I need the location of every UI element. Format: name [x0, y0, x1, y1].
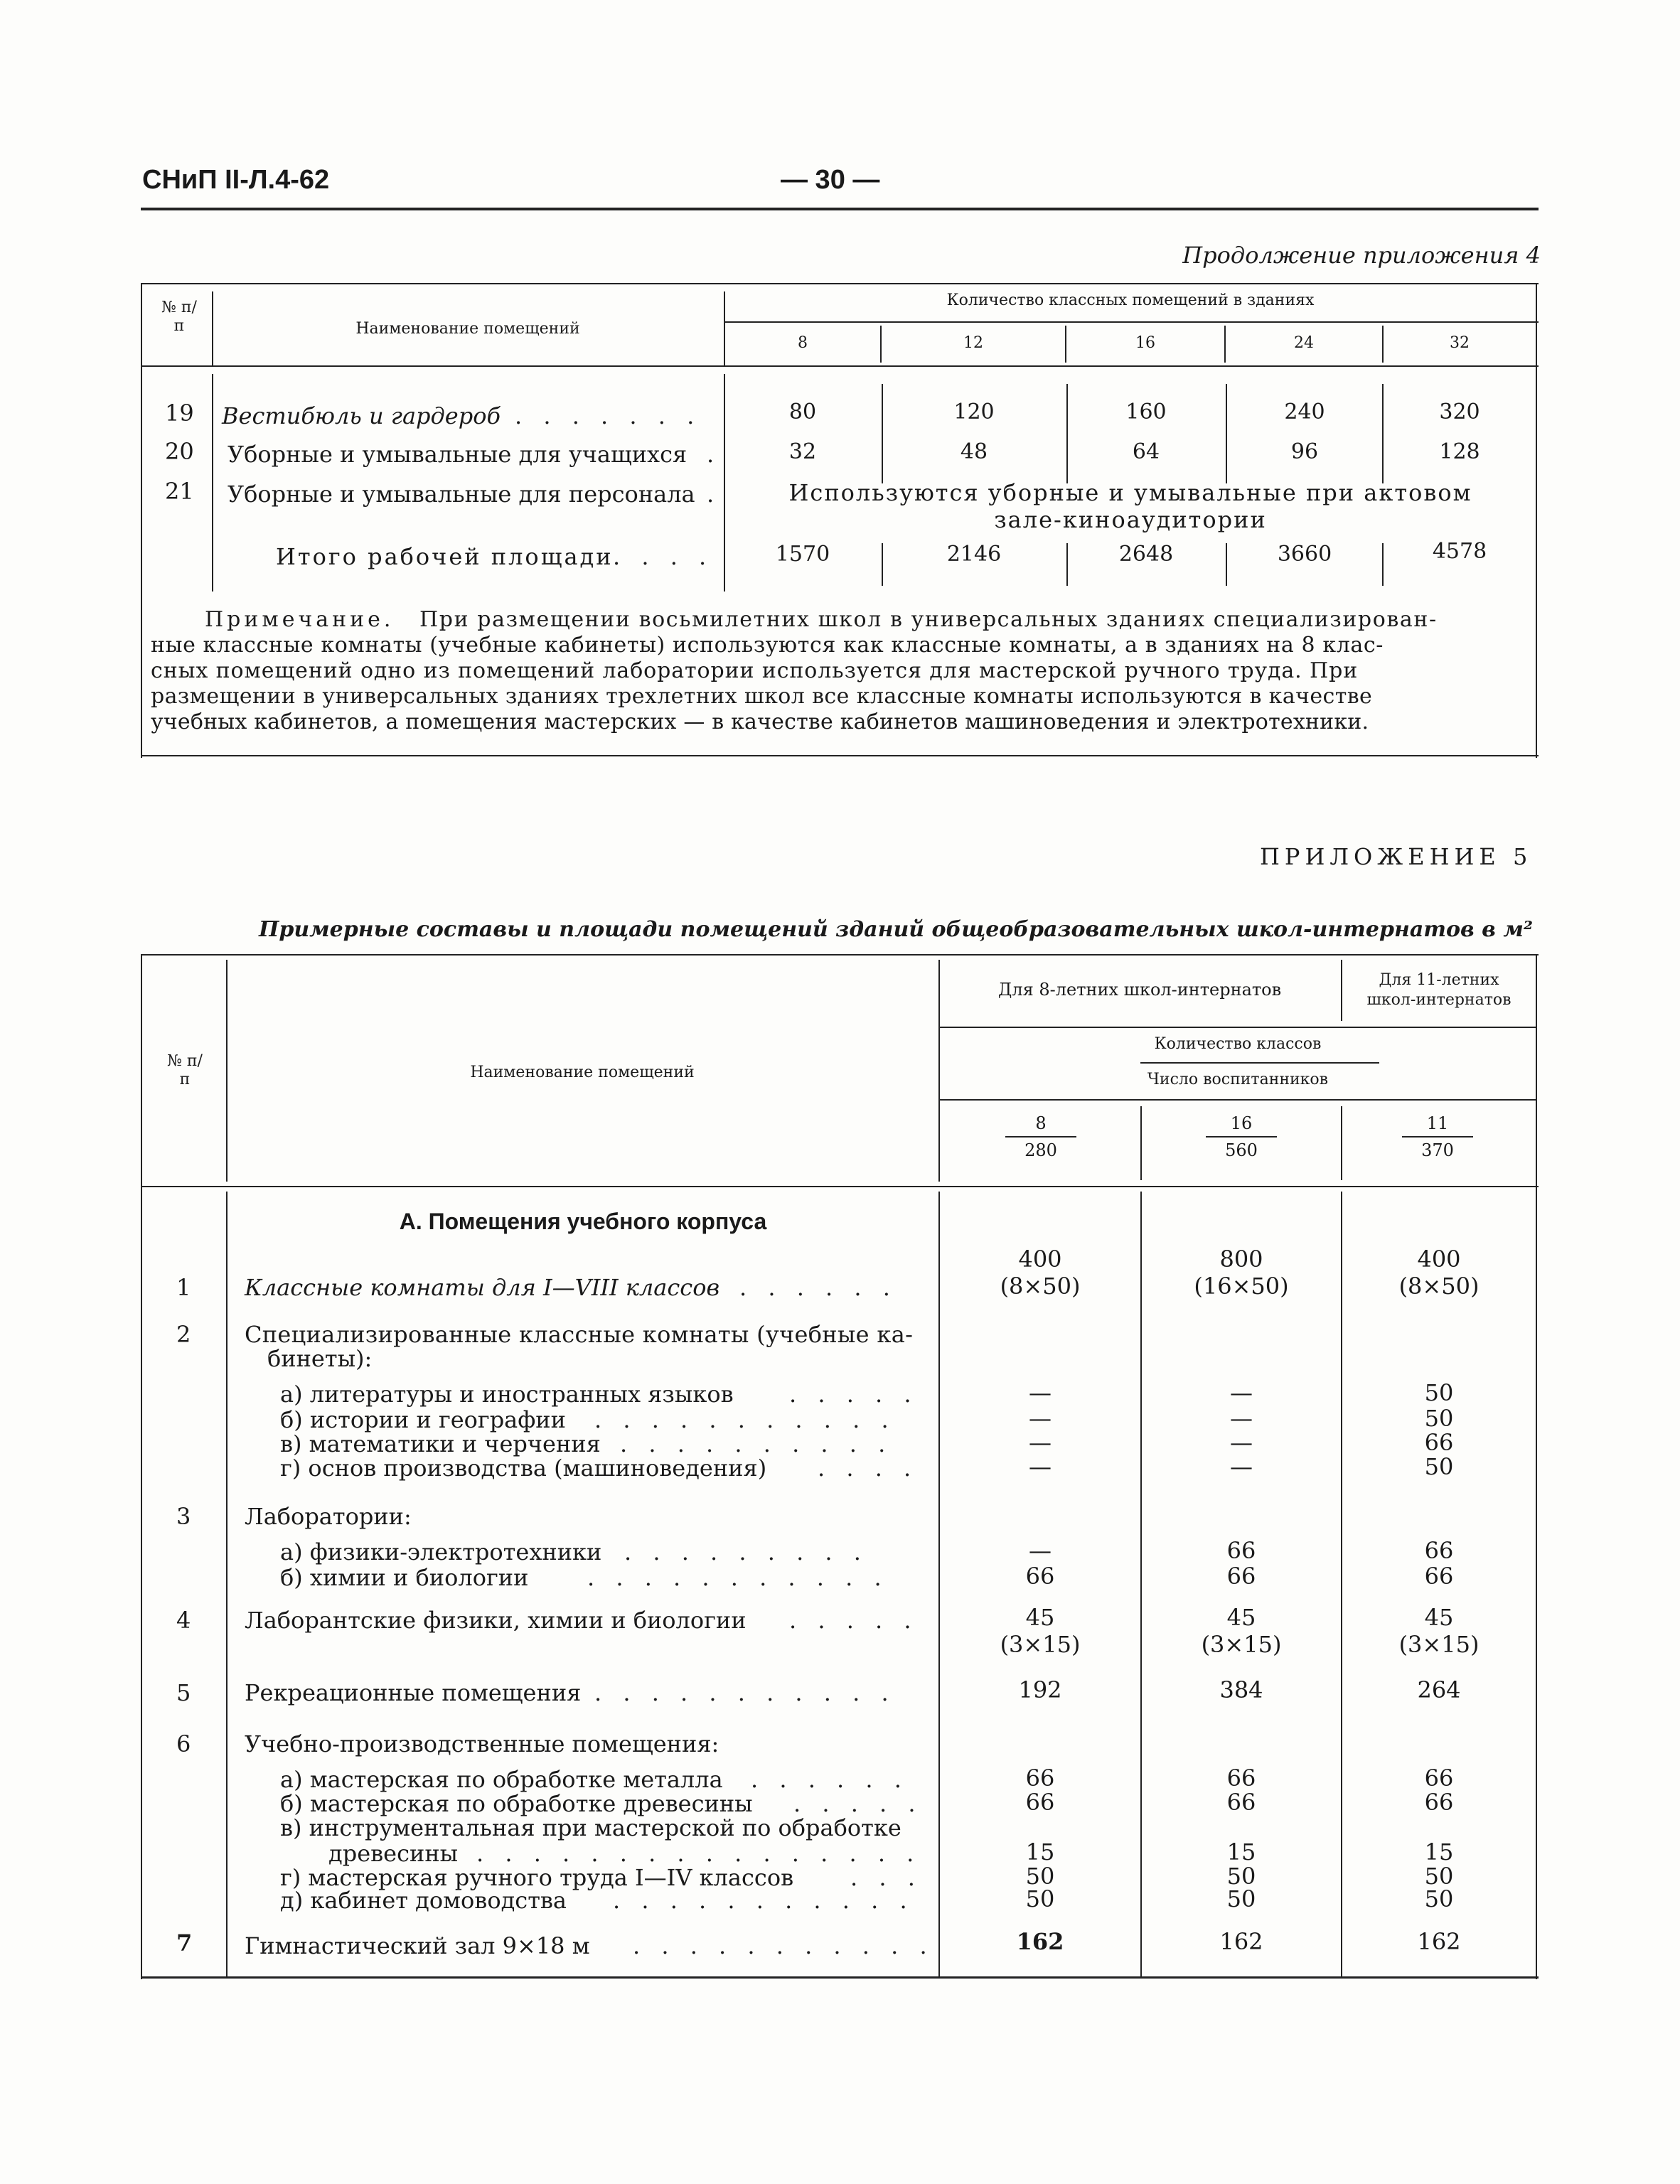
- cell-value: 50: [1025, 1885, 1055, 1912]
- cell-value: 264: [1417, 1676, 1461, 1703]
- col-header-32: 32: [1450, 334, 1470, 352]
- cell-value: 66: [1424, 1765, 1454, 1792]
- cell-value: 15: [1226, 1838, 1256, 1866]
- row-name: Лаборантские физики, химии и биологии: [245, 1607, 747, 1634]
- row-number: 7: [176, 1929, 193, 1956]
- leader-dots: . . . . . . . . . . .: [594, 1406, 896, 1433]
- cell-value: 66: [1226, 1765, 1256, 1792]
- leader-dots: .: [707, 441, 715, 468]
- cell-value: 66: [1226, 1537, 1256, 1564]
- leader-dots: . . . .: [818, 1455, 919, 1482]
- col-header-name: Наименование помещений: [355, 320, 580, 338]
- cell-value: 66: [1025, 1765, 1055, 1792]
- row-number: 20: [165, 438, 194, 465]
- appendix-title: Примерные составы и площади помещений зданий общеобразовательных школ-интернатов в м²: [259, 917, 1533, 942]
- col-header-num: № п/п: [161, 299, 197, 335]
- cell-value: 50: [1424, 1863, 1454, 1890]
- col-header-8: 8: [798, 334, 808, 352]
- note-line: При размещении восьмилетних школ в универсальных зданиях специализирован-: [419, 607, 1438, 632]
- a5-col-header-name: Наименование помещений: [470, 1064, 695, 1081]
- cell-value: 162: [1016, 1928, 1064, 1955]
- row-name: Рекреационные помещения: [245, 1679, 582, 1706]
- document-code: СНиП II-Л.4-62: [142, 165, 330, 195]
- cell-value: 80: [788, 400, 817, 424]
- cell-value: —: [1029, 1379, 1052, 1406]
- cell-value: 66: [1424, 1789, 1454, 1816]
- row-name: Лаборатории:: [245, 1503, 412, 1530]
- row-number: 5: [176, 1679, 191, 1706]
- cell-value: 384: [1219, 1676, 1263, 1703]
- fraction-numerator: 16: [1230, 1113, 1253, 1133]
- cell-value: —: [1029, 1537, 1052, 1564]
- cell-value: 320: [1439, 400, 1480, 424]
- cell-value: (16×50): [1194, 1273, 1289, 1300]
- cell-value: 66: [1226, 1789, 1256, 1816]
- fraction-denominator: 370: [1421, 1140, 1454, 1160]
- cell-value: 50: [1424, 1379, 1454, 1406]
- cell-value: 2648: [1118, 542, 1174, 567]
- cell-value: 66: [1025, 1789, 1055, 1816]
- fraction-denominator: 560: [1225, 1140, 1258, 1160]
- a5-col-header-num: № п/п: [167, 1052, 203, 1088]
- cell-value: 240: [1284, 400, 1325, 424]
- cell-value: 160: [1125, 400, 1167, 424]
- row-name-line1: Специализированные классные комнаты (учебные ка-: [245, 1321, 914, 1348]
- cell-value: —: [1029, 1429, 1052, 1456]
- cell-value: 66: [1226, 1563, 1256, 1590]
- cell-value: —: [1230, 1429, 1253, 1456]
- cell-value: 120: [953, 400, 995, 424]
- leader-dots: . . . . . . . . . . .: [613, 1887, 914, 1914]
- leader-dots: . . . .: [613, 543, 714, 570]
- appendix-heading: ПРИЛОЖЕНИЕ 5: [1260, 843, 1533, 870]
- sub-item-label: в) инструментальная при мастерской по обработке: [280, 1814, 901, 1841]
- group-11-year-line1: Для 11-летних: [1379, 971, 1499, 989]
- continuation-label: Продолжение приложения 4: [1182, 242, 1541, 269]
- note-line: учебных кабинетов, а помещения мастерских — в качестве кабинетов машиноведения и электротехники.: [151, 710, 1369, 734]
- row-name: Классные комнаты для I—VIII классов: [245, 1274, 720, 1301]
- cell-value: 162: [1417, 1928, 1461, 1955]
- sub-item-label: б) мастерская по обработке древесины: [280, 1790, 753, 1817]
- leader-dots: .: [707, 481, 715, 508]
- leader-dots: . . . . . .: [751, 1766, 909, 1793]
- row-number: 3: [176, 1503, 191, 1530]
- cell-value: 800: [1219, 1246, 1263, 1273]
- note-line: сных помещений одно из помещений лаборатории используется для мастерской ручного труда. При: [151, 658, 1359, 683]
- cell-value: —: [1029, 1453, 1052, 1480]
- cell-value: 1570: [775, 542, 830, 567]
- cell-value: 45: [1226, 1604, 1256, 1631]
- cell-value: (3×15): [1398, 1631, 1480, 1658]
- fraction-8-280: [991, 1113, 1091, 1160]
- cell-value: 50: [1226, 1885, 1256, 1912]
- row-number: 21: [165, 478, 194, 505]
- cell-value: 162: [1219, 1928, 1263, 1955]
- fraction-11-370: [1388, 1113, 1487, 1160]
- row-name: Уборные и умывальные для учащихся: [228, 441, 687, 468]
- merged-cell-line2: зале-киноаудитории: [994, 506, 1267, 533]
- cell-value: 45: [1424, 1604, 1454, 1631]
- cell-value: 66: [1424, 1429, 1454, 1456]
- col-header-24: 24: [1294, 334, 1314, 352]
- cell-value: 50: [1025, 1863, 1055, 1890]
- leader-dots: . . . . .: [789, 1381, 919, 1408]
- row-number: 2: [176, 1321, 191, 1348]
- row-name: Гимнастический зал 9×18 м: [245, 1932, 590, 1959]
- section-a-title: А. Помещения учебного корпуса: [399, 1209, 767, 1234]
- cell-value: 66: [1025, 1563, 1055, 1590]
- sub-item-label: б) истории и географии: [280, 1406, 566, 1433]
- col-header-group: Количество классных помещений в зданиях: [946, 291, 1315, 309]
- note-line: ные классные комнаты (учебные кабинеты) используются как классные комнаты, а в зданиях на 8 клас-: [151, 633, 1384, 658]
- sub-item-label: а) мастерская по обработке металла: [280, 1766, 723, 1793]
- row-number: 6: [176, 1730, 191, 1757]
- cell-value: (8×50): [1000, 1273, 1081, 1300]
- cell-value: 50: [1424, 1453, 1454, 1480]
- header-rule: [141, 208, 1539, 210]
- fraction-denominator: 280: [1024, 1140, 1057, 1160]
- col-header-12: 12: [963, 334, 983, 352]
- cell-value: 3660: [1277, 542, 1332, 567]
- leader-dots: . . . . . . . . .: [624, 1538, 868, 1565]
- fraction-16-560: [1192, 1113, 1291, 1160]
- leader-dots: . . . . . . . . . . . . . . . .: [476, 1840, 921, 1867]
- merged-cell-line1: Используются уборные и умывальные при актовом: [788, 479, 1472, 506]
- leader-dots: . . . . . . .: [515, 402, 702, 429]
- sub-item-label: д) кабинет домоводства: [280, 1887, 567, 1914]
- leader-dots: . . . . . . . . . . .: [594, 1679, 896, 1706]
- row-name-line2: бинеты):: [267, 1345, 373, 1372]
- cell-value: 400: [1417, 1246, 1461, 1273]
- leader-dots: . . . . . . . . . . .: [587, 1564, 889, 1591]
- row-number: 4: [176, 1607, 191, 1634]
- cell-value: 64: [1132, 439, 1160, 464]
- col-header-16: 16: [1135, 334, 1155, 352]
- leader-dots: . . . . . . . . . .: [620, 1430, 893, 1457]
- cell-value: —: [1230, 1405, 1253, 1432]
- cell-value: —: [1230, 1379, 1253, 1406]
- cell-value: 32: [788, 439, 817, 464]
- sub-header-classes: Количество классов: [1154, 1035, 1322, 1053]
- cell-value: 4578: [1432, 539, 1487, 564]
- leader-dots: . . . . .: [793, 1790, 923, 1817]
- cell-value: 66: [1424, 1563, 1454, 1590]
- cell-value: 2146: [946, 542, 1002, 567]
- cell-value: 128: [1439, 439, 1480, 464]
- leader-dots: . . . . .: [789, 1607, 919, 1634]
- group-11-year-line2: школ-интернатов: [1366, 991, 1512, 1009]
- sub-item-label: а) литературы и иностранных языков: [280, 1381, 734, 1408]
- cell-value: 15: [1025, 1838, 1055, 1866]
- row-name: Уборные и умывальные для персонала: [228, 481, 695, 508]
- cell-value: 50: [1424, 1885, 1454, 1912]
- group-8-year: Для 8-летних школ-интернатов: [997, 980, 1282, 1000]
- cell-value: 45: [1025, 1604, 1055, 1631]
- cell-value: 48: [960, 439, 988, 464]
- page-number: — 30 —: [781, 165, 880, 195]
- total-label: Итого рабочей площади: [276, 543, 614, 570]
- cell-value: 400: [1018, 1246, 1062, 1273]
- cell-value: 50: [1226, 1863, 1256, 1890]
- sub-item-label: а) физики-электротехники: [280, 1538, 602, 1565]
- note-label: Примечание.: [205, 607, 395, 632]
- sub-item-label-cont: древесины: [328, 1840, 459, 1867]
- cell-value: (8×50): [1398, 1273, 1480, 1300]
- cell-value: 66: [1424, 1537, 1454, 1564]
- leader-dots: . . . . . .: [739, 1274, 897, 1301]
- cell-value: 192: [1018, 1676, 1062, 1703]
- leader-dots: . . . . . . . . . . .: [633, 1932, 934, 1959]
- cell-value: —: [1230, 1453, 1253, 1480]
- cell-value: (3×15): [1000, 1631, 1081, 1658]
- cell-value: —: [1029, 1405, 1052, 1432]
- sub-item-label: б) химии и биологии: [280, 1564, 529, 1591]
- leader-dots: . . .: [850, 1864, 922, 1891]
- cell-value: (3×15): [1201, 1631, 1282, 1658]
- sub-item-label: г) мастерская ручного труда I—IV классов: [280, 1864, 794, 1891]
- row-number: 1: [176, 1274, 191, 1301]
- note-line: размещении в универсальных зданиях трехлетних школ все классные комнаты используются в качестве: [151, 684, 1373, 709]
- row-name: Вестибюль и гардероб: [222, 402, 501, 429]
- cell-value: 96: [1290, 439, 1319, 464]
- sub-item-label: в) математики и черчения: [280, 1430, 601, 1457]
- sub-header-pupils: Число воспитанников: [1147, 1071, 1329, 1088]
- fraction-numerator: 11: [1426, 1113, 1449, 1133]
- sub-item-label: г) основ производства (машиноведения): [280, 1455, 767, 1482]
- cell-value: 50: [1424, 1405, 1454, 1432]
- row-name: Учебно-производственные помещения:: [245, 1730, 719, 1757]
- row-number: 19: [165, 400, 194, 427]
- cell-value: 15: [1424, 1838, 1454, 1866]
- fraction-numerator: 8: [1035, 1113, 1047, 1133]
